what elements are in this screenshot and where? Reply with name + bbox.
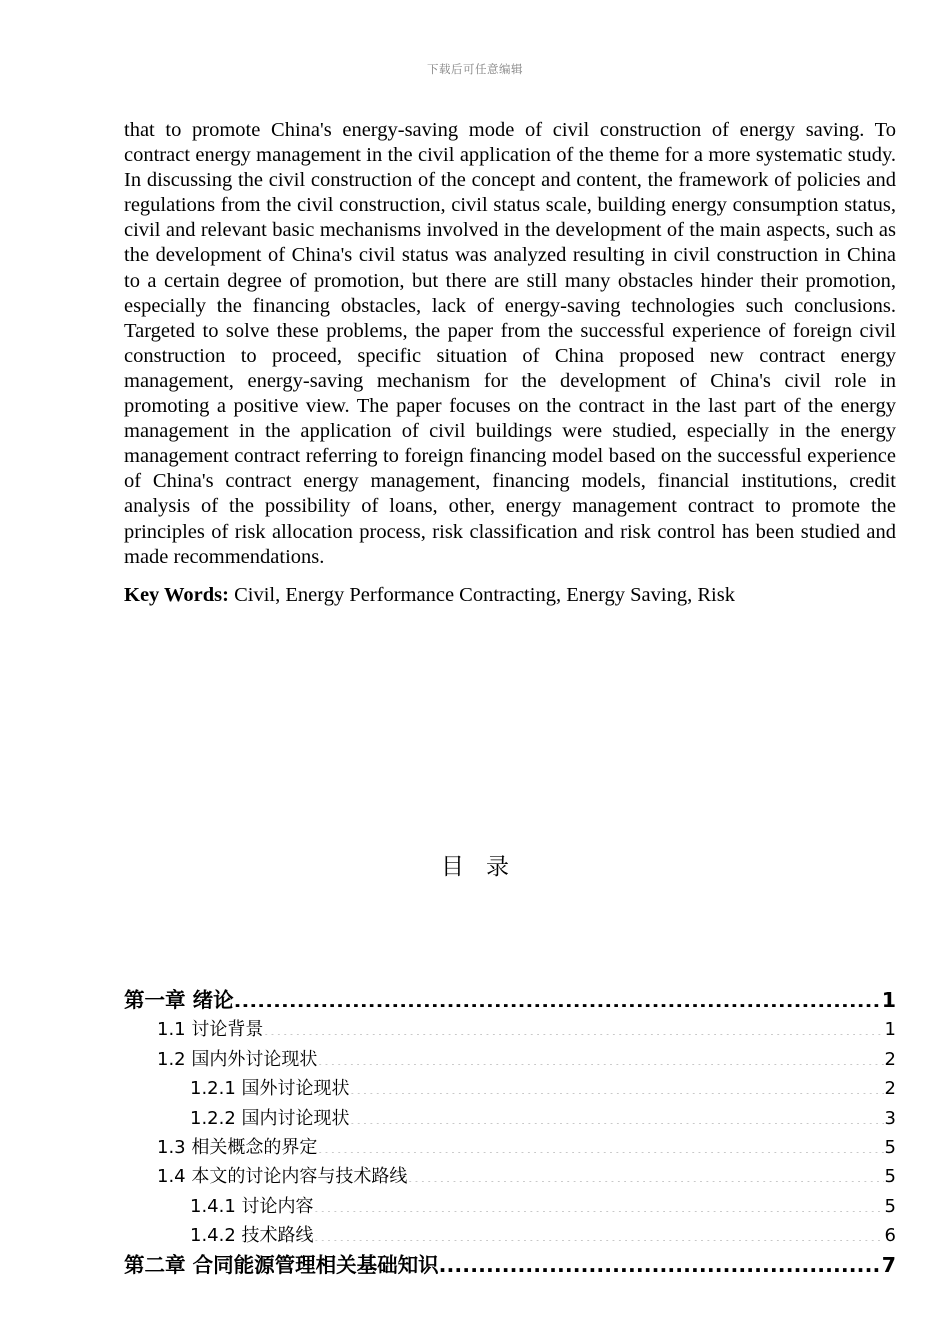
toc-entry-label: 1.4.1 讨论内容 <box>190 1195 314 1217</box>
toc-leader-dots <box>314 1223 884 1241</box>
toc-leader-dots <box>234 987 881 1008</box>
toc-entry-label: 1.3 相关概念的界定 <box>157 1137 318 1159</box>
toc-leader-dots <box>263 1017 883 1035</box>
toc-entry-label: 第一章 绪论 <box>124 988 234 1012</box>
page-header-watermark: 下载后可任意编辑 <box>427 62 523 76</box>
toc-entry-page-number: 2 <box>884 1078 896 1100</box>
toc-leader-dots <box>317 1135 883 1153</box>
keywords-label: Key Words: <box>124 583 229 606</box>
toc-entry-label: 1.4.2 技术路线 <box>190 1225 314 1247</box>
toc-entry-label: 1.1 讨论背景 <box>157 1019 264 1041</box>
toc-entry[interactable] <box>157 1162 896 1191</box>
toc-heading-char-2: 录 <box>486 854 509 880</box>
toc-leader-dots <box>350 1076 884 1094</box>
toc-leader-dots <box>439 1251 881 1272</box>
keywords-line <box>124 570 896 608</box>
toc-entry-label: 1.2 国内外讨论现状 <box>157 1048 318 1070</box>
toc-entry-label: 1.2.1 国外讨论现状 <box>190 1078 350 1100</box>
toc-entry-page-number: 2 <box>884 1048 896 1070</box>
toc-entry[interactable] <box>124 986 896 1015</box>
toc-entry-page-number: 1 <box>881 988 896 1012</box>
toc-entry[interactable] <box>190 1074 896 1103</box>
toc-entry-page-number: 6 <box>884 1225 896 1247</box>
toc-entry[interactable] <box>157 1015 896 1044</box>
toc-entry-page-number: 7 <box>881 1252 896 1277</box>
toc-entry[interactable] <box>124 1251 896 1280</box>
toc-entry-label: 第二章 合同能源管理相关基础知识 <box>124 1252 439 1277</box>
abstract-paragraph: that to promote China's energy-saving mode of civil construction of energy saving. To contract energy management in the civil application of the theme for a more systematic study. In discussing the civil construction of the concept and content, the framework of policies and regulations from the civil construction, civil status scale, building energy consumption status, civil and relevant basic mechanisms involved in the development of the main aspects, such as the development of China's civil status was analyzed resulting in civil construction in China to a certain degree of promotion, but there are still many obstacles hinder their promotion, especially the financing obstacles, lack of energy-saving technologies such conclusions. Targeted to solve these problems, the paper from the successful experience of foreign civil construction to proceed, specific situation of China proposed new contract energy management, energy-saving mechanism for the development of China's civil role in promoting a positive view. The paper focuses on the contract in the last part of the energy management in the application of civil buildings were studied, especially in the energy management contract referring to foreign financing model based on the successful experience of China's contract energy management, financing models, financial institutions, credit analysis of the possibility of loans, other, energy management contract to promote the principles of risk allocation process, risk classification and risk control has been studied and made recommendations. <box>124 119 896 568</box>
toc-entry[interactable] <box>157 1045 896 1074</box>
toc-entry[interactable] <box>190 1104 896 1133</box>
toc-entry[interactable] <box>190 1221 896 1250</box>
toc-entry-label: 1.4 本文的讨论内容与技术路线 <box>157 1166 408 1188</box>
toc-entry-label: 1.2.2 国内讨论现状 <box>190 1107 350 1129</box>
toc-leader-dots <box>314 1194 884 1212</box>
toc-entry-page-number: 5 <box>884 1166 896 1188</box>
toc-leader-dots <box>407 1164 883 1182</box>
toc-leader-dots <box>317 1047 883 1065</box>
abstract-section <box>124 118 896 608</box>
toc-entry-page-number: 5 <box>884 1195 896 1217</box>
toc-heading-char-1: 目 <box>441 854 464 880</box>
toc-entry-page-number: 3 <box>884 1107 896 1129</box>
toc-entry-page-number: 5 <box>884 1137 896 1159</box>
keywords-value: Civil, Energy Performance Contracting, Energy Saving, Risk <box>234 583 735 606</box>
toc-entry[interactable] <box>157 1133 896 1162</box>
toc-heading <box>0 852 950 882</box>
toc-entry-page-number: 1 <box>884 1019 896 1041</box>
toc-leader-dots <box>350 1106 884 1124</box>
table-of-contents <box>124 986 896 1280</box>
toc-entry[interactable] <box>190 1192 896 1221</box>
